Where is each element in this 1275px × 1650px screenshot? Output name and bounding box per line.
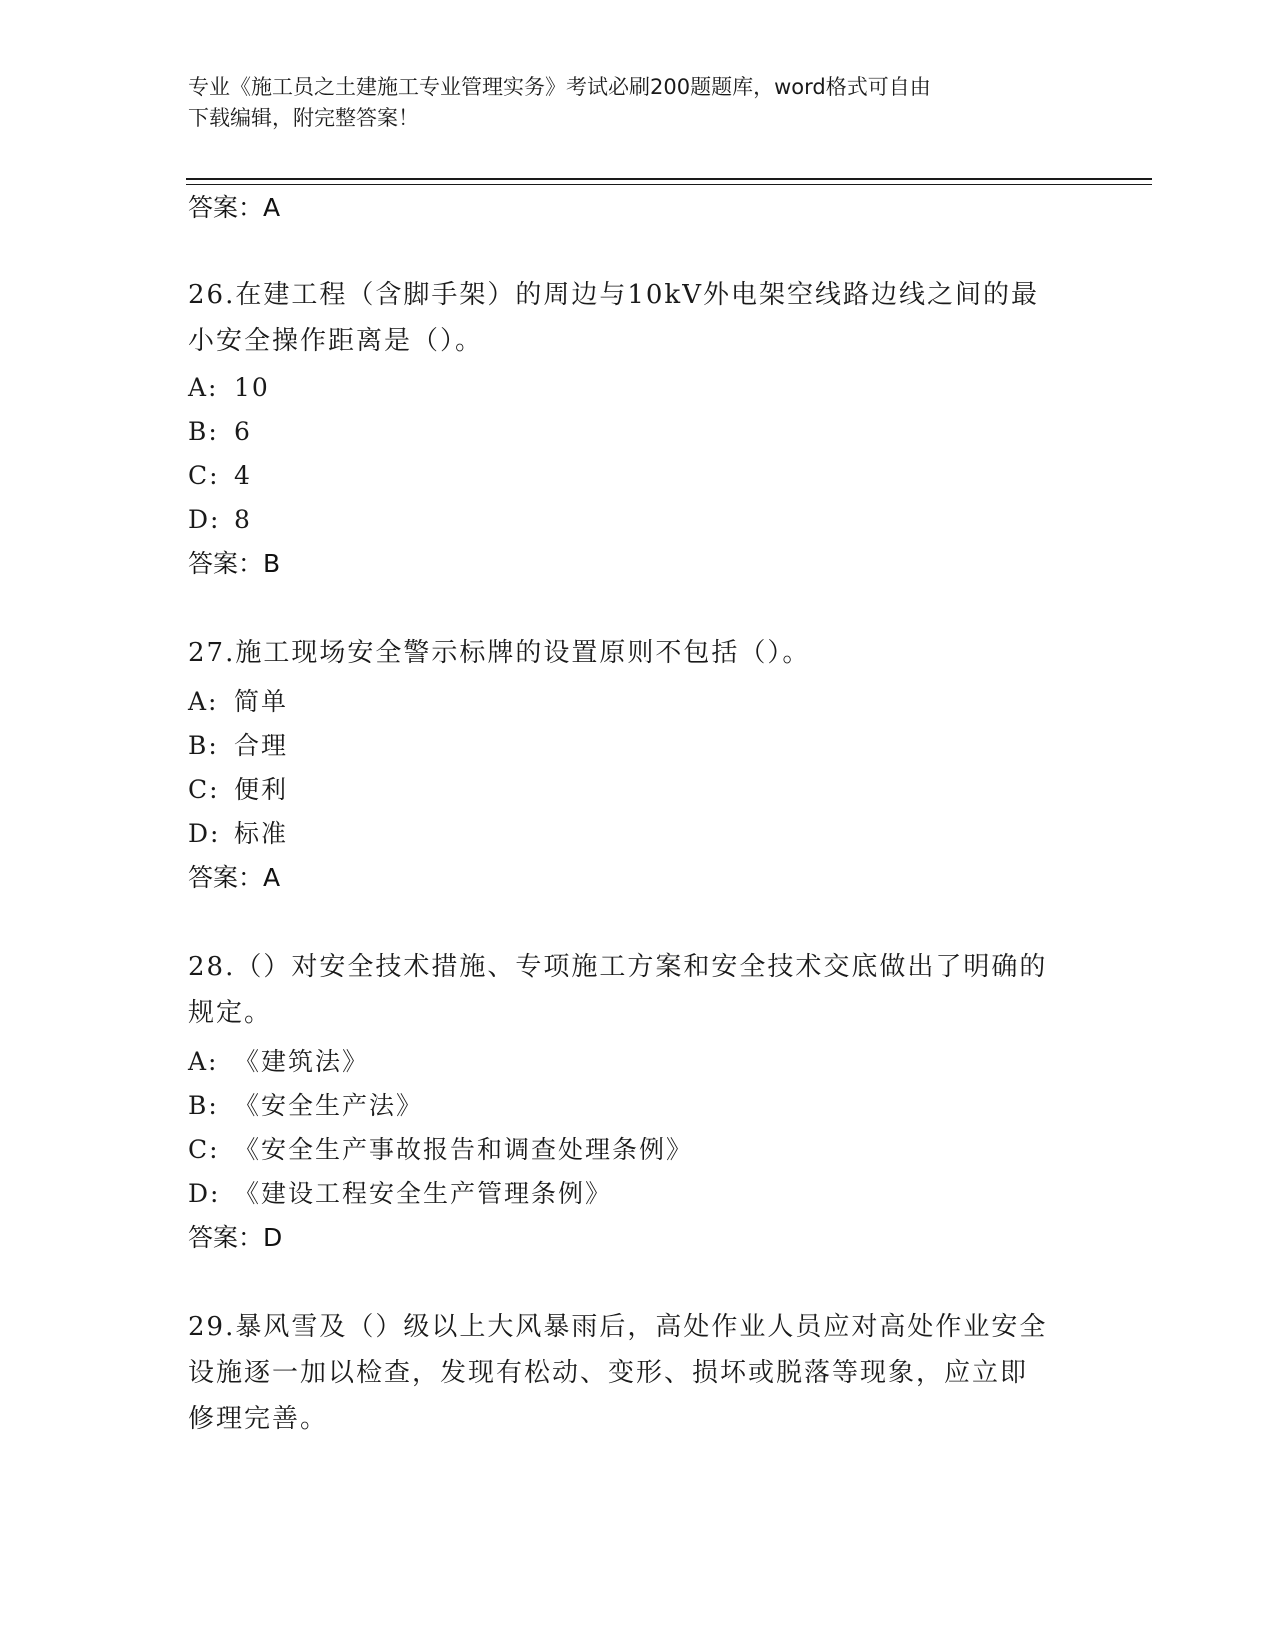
question-27-text — [188, 630, 1088, 676]
option-value: 标准 — [234, 819, 289, 848]
option-value: 4 — [234, 461, 252, 490]
header-line-2: 下载编辑，附完整答案！ — [188, 106, 419, 130]
option-letter: C: — [188, 461, 220, 490]
option-value: 8 — [234, 505, 252, 534]
question-28-option-c — [188, 1134, 693, 1166]
question-27-option-b — [188, 730, 288, 762]
option-value: 《建筑法》 — [234, 1047, 370, 1076]
question-29-line-3: 修理完善。 — [188, 1404, 329, 1434]
question-29-line-1: 29.暴风雪及（）级以上大风暴雨后，高处作业人员应对高处作业安全 — [188, 1312, 1048, 1342]
question-26-option-a — [188, 372, 270, 404]
question-26-line-2: 小安全操作距离是（）。 — [188, 326, 484, 356]
option-letter: D: — [188, 819, 221, 848]
option-letter: A: — [188, 373, 219, 402]
question-27-line-1: 27.施工现场安全警示标牌的设置原则不包括（）。 — [188, 638, 811, 668]
option-value: 《安全生产事故报告和调查处理条例》 — [234, 1135, 694, 1164]
question-26-option-c — [188, 460, 252, 492]
option-value: 《安全生产法》 — [234, 1091, 424, 1120]
option-letter: A: — [188, 687, 219, 716]
question-26-option-d — [188, 504, 252, 536]
question-28-option-b — [188, 1090, 423, 1122]
option-value: 便利 — [234, 775, 289, 804]
question-26-text — [188, 272, 1088, 364]
question-28-line-2: 规定。 — [188, 998, 273, 1028]
document-header — [188, 72, 1088, 134]
question-29-line-2: 设施逐一加以检查，发现有松动、变形、损坏或脱落等现象，应立即 — [188, 1358, 1029, 1388]
question-26-line-1: 26.在建工程（含脚手架）的周边与10kV外电架空线路边线之间的最 — [188, 280, 1039, 310]
previous-answer: 答案：A — [188, 193, 281, 222]
option-letter: A: — [188, 1047, 219, 1076]
option-letter: C: — [188, 775, 220, 804]
option-letter: B: — [188, 417, 219, 446]
question-28-option-a — [188, 1046, 369, 1078]
option-value: 简单 — [234, 687, 289, 716]
question-26-option-b — [188, 416, 252, 448]
question-29-text — [188, 1304, 1088, 1442]
question-28-option-d — [188, 1178, 612, 1210]
option-letter: B: — [188, 731, 219, 760]
question-28-text — [188, 944, 1088, 1036]
header-divider-thin — [186, 184, 1152, 185]
header-line-1: 专业《施工员之土建施工专业管理实务》考试必刷200题题库，word格式可自由 — [188, 75, 931, 99]
option-value: 《建设工程安全生产管理条例》 — [234, 1179, 613, 1208]
option-letter: C: — [188, 1135, 220, 1164]
option-letter: D: — [188, 505, 221, 534]
header-divider-thick — [186, 178, 1152, 180]
question-27-option-d — [188, 818, 288, 850]
option-letter: B: — [188, 1091, 219, 1120]
question-27-option-a — [188, 686, 288, 718]
question-26-answer: 答案：B — [188, 549, 281, 578]
option-value: 合理 — [234, 731, 289, 760]
question-28-answer: 答案：D — [188, 1223, 283, 1252]
question-28-line-1: 28.（）对安全技术措施、专项施工方案和安全技术交底做出了明确的 — [188, 952, 1048, 982]
option-value: 10 — [234, 373, 270, 402]
question-27-option-c — [188, 774, 288, 806]
option-value: 6 — [234, 417, 252, 446]
option-letter: D: — [188, 1179, 221, 1208]
question-27-answer: 答案：A — [188, 863, 281, 892]
